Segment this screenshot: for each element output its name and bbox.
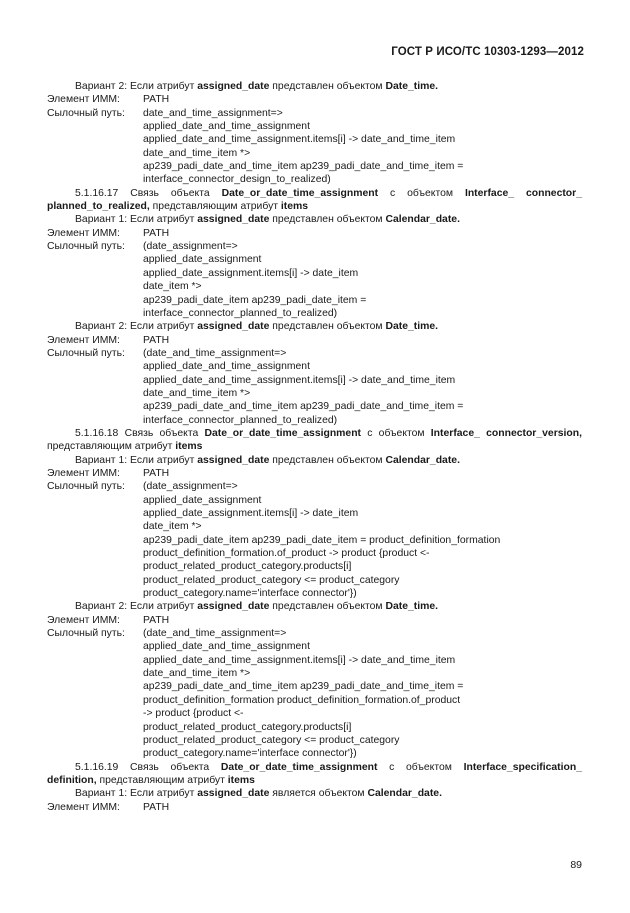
element-line bbox=[47, 334, 582, 347]
path-line: applied_date_and_time_assignment bbox=[143, 361, 310, 373]
bold-term: Date_or_date_time_assignment bbox=[204, 427, 361, 439]
element-value: PATH bbox=[143, 334, 170, 346]
text-run: Вариант 2: Если атрибут bbox=[75, 321, 198, 333]
element-label: Элемент ИММ: bbox=[47, 334, 120, 346]
path-line: product_category.name='interface connector'}) bbox=[143, 588, 357, 600]
path-label: Сылочный путь: bbox=[47, 628, 125, 640]
text-run: 5.1.16.17 Связь объекта bbox=[75, 187, 222, 199]
element-value: PATH bbox=[143, 227, 170, 239]
element-value: PATH bbox=[143, 614, 170, 626]
bold-term: items bbox=[227, 774, 255, 786]
bold-term: Date_time. bbox=[385, 601, 439, 613]
text-run: представлен объектом bbox=[269, 601, 386, 613]
path-line: interface_connector_planned_to_realized) bbox=[143, 307, 338, 319]
path-line: product_related_product_category.products[i] bbox=[143, 721, 352, 733]
path-label: Сылочный путь: bbox=[47, 107, 125, 119]
element-label: Элемент ИММ: bbox=[47, 227, 120, 239]
text-run: с объектом bbox=[378, 187, 465, 199]
element-line bbox=[47, 467, 582, 480]
bold-term: Date_time. bbox=[385, 321, 439, 333]
text-run: Вариант 2: Если атрибут bbox=[75, 81, 198, 92]
text-run: представляющим атрибут bbox=[47, 441, 176, 453]
path-first-line bbox=[47, 240, 582, 253]
path-line: date_and_time_item *> bbox=[143, 147, 251, 159]
bold-term: assigned_date bbox=[197, 601, 270, 613]
path-line: applied_date_and_time_assignment bbox=[143, 641, 310, 653]
path-line: date_and_time_item *> bbox=[143, 668, 251, 680]
path-line: ap239_padi_date_item ap239_padi_date_item = product_definition_formation bbox=[143, 534, 501, 546]
path-line: (date_assignment=> bbox=[143, 241, 238, 253]
path-line: interface_connector_planned_to_realized) bbox=[143, 414, 338, 426]
bold-term: Interface_specification_ bbox=[463, 761, 582, 773]
text-run: с объектом bbox=[361, 427, 431, 439]
variant-line bbox=[47, 787, 582, 800]
path-line: ap239_padi_date_item ap239_padi_date_item = bbox=[143, 294, 367, 306]
text-run: Вариант 1: Если атрибут bbox=[75, 214, 198, 226]
path-line: (date_and_time_assignment=> bbox=[143, 628, 287, 640]
bold-term: Calendar_date. bbox=[367, 788, 442, 800]
text-run: представляющим атрибут bbox=[149, 201, 281, 213]
text-run: Вариант 1: Если атрибут bbox=[75, 454, 198, 466]
path-line: applied_date_assignment bbox=[143, 494, 262, 506]
path-line: product_related_product_category <= product_category bbox=[143, 574, 400, 586]
path-line: applied_date_and_time_assignment.items[i] -> date_and_time_item bbox=[143, 134, 456, 146]
path-line: (date_assignment=> bbox=[143, 481, 238, 493]
path-line: applied_date_assignment bbox=[143, 254, 262, 266]
path-line: applied_date_and_time_assignment.items[i] -> date_and_time_item bbox=[143, 374, 456, 386]
section-heading-line bbox=[47, 427, 582, 440]
element-value: PATH bbox=[143, 94, 170, 106]
section-heading-line bbox=[47, 761, 582, 774]
variant-line bbox=[47, 454, 582, 467]
text-run: 5.1.16.18 Связь объекта bbox=[75, 427, 205, 439]
element-value: PATH bbox=[143, 801, 170, 813]
bold-term: Calendar_date. bbox=[385, 214, 460, 226]
element-label: Элемент ИММ: bbox=[47, 94, 120, 106]
bold-term: assigned_date bbox=[197, 788, 270, 800]
path-line: ap239_padi_date_and_time_item ap239_padi_date_and_time_item = bbox=[143, 681, 464, 693]
path-first-line bbox=[47, 347, 582, 360]
text-run: с объектом bbox=[377, 761, 464, 773]
element-line bbox=[47, 614, 582, 627]
section-heading-line bbox=[47, 187, 582, 200]
bold-term: items bbox=[175, 441, 203, 453]
path-label: Сылочный путь: bbox=[47, 347, 125, 359]
element-value: PATH bbox=[143, 467, 170, 479]
text-run: представлен объектом bbox=[269, 454, 386, 466]
text-run: представлен объектом bbox=[269, 81, 386, 92]
path-line: product_related_product_category <= product_category bbox=[143, 734, 400, 746]
bold-term: Date_or_date_time_assignment bbox=[220, 761, 378, 773]
path-line: ap239_padi_date_and_time_item ap239_padi_date_and_time_item = bbox=[143, 401, 464, 413]
element-label: Элемент ИММ: bbox=[47, 801, 120, 813]
path-line: applied_date_and_time_assignment bbox=[143, 121, 310, 133]
path-line: applied_date_and_time_assignment.items[i] -> date_and_time_item bbox=[143, 654, 456, 666]
path-line: ap239_padi_date_and_time_item ap239_padi_date_and_time_item = bbox=[143, 161, 464, 173]
text-run: Вариант 1: Если атрибут bbox=[75, 788, 198, 800]
text-run: является объектом bbox=[269, 788, 368, 800]
path-first-line bbox=[47, 480, 582, 493]
path-first-line bbox=[47, 107, 582, 120]
element-line bbox=[47, 93, 582, 106]
path-line: interface_connector_design_to_realized) bbox=[143, 174, 331, 186]
path-line: product_definition_formation product_definition_formation.of_product bbox=[143, 694, 461, 706]
path-first-line bbox=[47, 627, 582, 640]
bold-term: definition, bbox=[47, 774, 97, 786]
bold-term: planned_to_realized, bbox=[47, 201, 150, 213]
text-run: представлен объектом bbox=[269, 214, 386, 226]
bold-term: Calendar_date. bbox=[385, 454, 460, 466]
element-line bbox=[47, 801, 582, 814]
bold-term: assigned_date bbox=[197, 81, 270, 92]
bold-term: Interface_ connector_ bbox=[464, 187, 582, 199]
variant-line bbox=[47, 600, 582, 613]
path-line: applied_date_assignment.items[i] -> date_item bbox=[143, 267, 359, 279]
bold-term: Date_or_date_time_assignment bbox=[221, 187, 379, 199]
path-line: (date_and_time_assignment=> bbox=[143, 347, 287, 359]
element-label: Элемент ИММ: bbox=[47, 614, 120, 626]
variant-line bbox=[47, 213, 582, 226]
path-label: Сылочный путь: bbox=[47, 241, 125, 253]
bold-term: assigned_date bbox=[197, 454, 270, 466]
bold-term: Interface_ connector_version, bbox=[430, 427, 582, 439]
document-header: ГОСТ Р ИСО/ТС 10303-1293—2012 bbox=[391, 46, 584, 58]
document-body bbox=[47, 80, 582, 814]
variant-line bbox=[47, 320, 582, 333]
path-line: -> product {product <- bbox=[143, 708, 244, 720]
section-heading-line bbox=[47, 200, 582, 213]
text-run: Вариант 2: Если атрибут bbox=[75, 601, 198, 613]
page-number: 89 bbox=[570, 859, 582, 871]
section-heading-line bbox=[47, 774, 582, 787]
path-line: date_and_time_assignment=> bbox=[143, 107, 283, 119]
element-line bbox=[47, 227, 582, 240]
path-label: Сылочный путь: bbox=[47, 481, 125, 493]
section-heading-line bbox=[47, 440, 582, 453]
bold-term: assigned_date bbox=[197, 321, 270, 333]
path-line: applied_date_assignment.items[i] -> date_item bbox=[143, 508, 359, 519]
element-label: Элемент ИММ: bbox=[47, 467, 120, 479]
path-line: product_definition_formation.of_product -> product {product <- bbox=[143, 548, 430, 560]
path-line: date_and_time_item *> bbox=[143, 387, 251, 399]
text-run: представляющим атрибут bbox=[96, 774, 228, 786]
bold-term: Date_time. bbox=[385, 81, 439, 92]
text-run: 5.1.16.19 Связь объекта bbox=[75, 761, 221, 773]
path-line: product_category.name='interface connector'}) bbox=[143, 748, 357, 760]
path-line: date_item *> bbox=[143, 281, 202, 293]
bold-term: items bbox=[280, 201, 309, 213]
bold-term: assigned_date bbox=[197, 214, 270, 226]
variant-line bbox=[47, 80, 582, 93]
text-run: представлен объектом bbox=[269, 321, 386, 333]
path-line: product_related_product_category.products[i] bbox=[143, 561, 352, 573]
path-line: date_item *> bbox=[143, 521, 202, 533]
